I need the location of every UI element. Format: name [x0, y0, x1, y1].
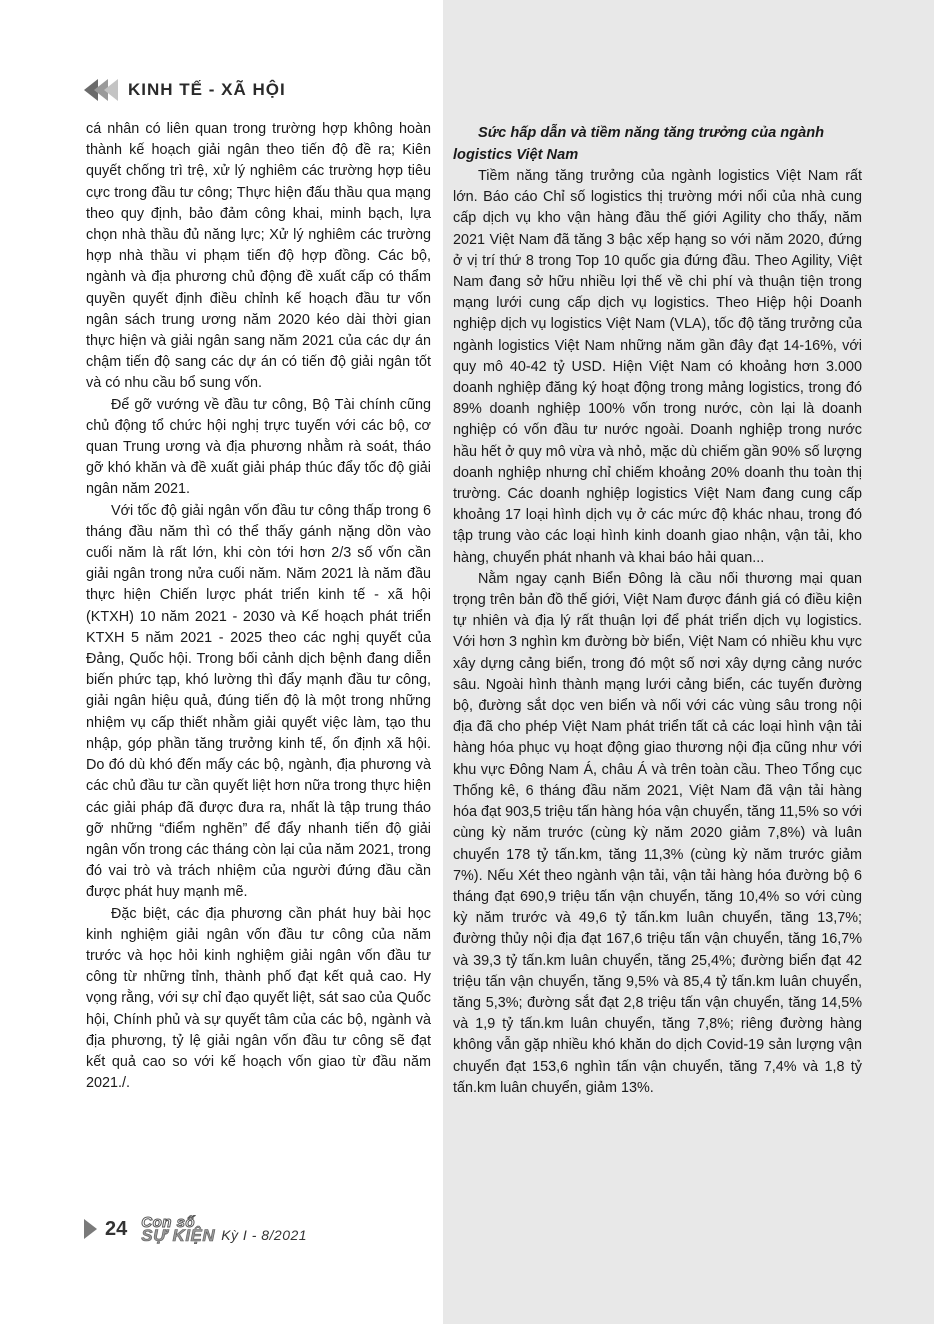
article-subheading: Sức hấp dẫn và tiềm năng tăng trưởng của ngành logistics Việt Nam — [453, 125, 825, 163]
left-column — [86, 119, 431, 1094]
section-title: KINH TẾ - XÃ HỘI — [128, 80, 286, 99]
paragraph: Nằm ngay cạnh Biển Đông là cầu nối thương mại quan trọng trên bản đồ thế giới, Việt Nam được đánh giá có điều kiện tự nhiên và địa lý rất thuận lợi để phát triển dịch vụ logistics. Với hơn 3 nghìn km đường bờ biển, Việt Nam có nhiều khu vực xây dựng cảng biển, trong đó một số nơi xây dựng cảng nước sâu. Ngoài hình thành mạng lưới cảng biển, các tuyến đường bộ, đường sắt dọc ven biển và nối với các vùng sâu trong nội địa đã cho phép Việt Nam phát triển tất cả các loại hình vận tải hàng hóa phục vụ hoạt động giao thương nội địa cũng như với khu vực Đông Nam Á, châu Á và trên toàn cầu. Theo Tổng cục Thống kê, 6 tháng đầu năm 2021, Việt Nam đã vận tải hàng hóa đạt 903,5 triệu tấn hàng hóa vận chuyển, tăng 11,5% so với cùng kỳ năm trước (cùng kỳ năm 2020 giảm 7,8%) và luân chuyển 178 tỷ tấn.km, tăng 11,3% (cùng kỳ năm trước giảm 7%). Nếu Xét theo ngành vận tải, vận tải hàng hóa đường bộ 6 tháng đạt 690,9 triệu tấn vận chuyển, tăng 10,4% so với cùng kỳ năm trước và 49,6 tỷ tấn.km luân chuyển, tăng 13,7%; đường thủy nội địa đạt 167,6 triệu tấn vận chuyển, tăng 16,7% và 39,3 tỷ tấn.km luân chuyển, tăng 25,4%; đường biển đạt 42 triệu tấn vận chuyển, tăng 9,5% và 85,4 tỷ tấn.km luân chuyển, tăng 5,3%; đường sắt đạt 2,8 triệu tấn vận chuyển, tăng 14,5% và 1,9 tỷ tấn.km luân chuyển, tăng 7,8%; riêng đường hàng không vẫn gặp nhiều khó khăn do dịch Covid-19 sản lượng vận chuyển đạt 153,6 nghìn tấn vận chuyển, tăng 7,4% và 1,8 tỷ tấn.km luân chuyển, giảm 13%. — [453, 570, 862, 1096]
magazine-logo-line1: Con số — [141, 1214, 196, 1231]
paragraph: Đặc biệt, các địa phương cần phát huy bài học kinh nghiệm giải ngân vốn đầu tư công của năm trước và học hỏi kinh nghiệm giải ngân vốn đầu tư công từ những tỉnh, thành phố đạt kết quả cao. Hy vọng rằng, với sự chỉ đạo quyết liệt, sát sao của Quốc hội, Chính phủ và sự quyết tâm của các bộ, ngành và địa phương, tỷ lệ giải ngân vốn đầu tư công sẽ đạt kết quả cao so với kế hoạch vốn giao từ đầu năm 2021./. — [86, 905, 431, 1092]
arrow-right-icon — [84, 1219, 97, 1239]
paragraph: Tiềm năng tăng trưởng của ngành logistics Việt Nam rất lớn. Báo cáo Chỉ số logistics thị trường mới nổi của nhà cung cấp dịch vụ kho vận hàng đầu thế giới Agility cho thấy, năm 2021 Việt Nam đã tăng 3 bậc xếp hạng so với năm 2020, đứng ở vị trí thứ 8 trong Top 10 quốc gia đứng đầu. Theo Agility, Việt Nam đang sở hữu nhiều lợi thế về chi phí và thuận tiện trong mạng lưới cung cấp dịch vụ logistics. Theo Hiệp hội Doanh nghiệp dịch vụ logistics Việt Nam (VLA), tốc độ tăng trưởng của ngành logistics Việt Nam những năm gần đây đạt 14-16%, với quy mô 40-42 tỷ USD. Hiện Việt Nam có khoảng hơn 3.000 doanh nghiệp đăng ký hoạt động trong mảng logistics, trong đó 89% doanh nghiệp 100% vốn trong nước, còn lại là doanh nghiệp có vốn đầu tư nước ngoài. Doanh nghiệp trong nước hầu hết ở quy mô vừa và nhỏ, mặc dù chiếm gần 90% số lượng doanh nghiệp nhưng chỉ chiếm khoảng 20% doanh thu toàn thị trường. Các doanh nghiệp logistics Việt Nam đang cung cấp khoảng 17 loại hình dịch vụ ở các mức độ khác nhau, trong đó tập trung vào các loại hình kinh doanh giao nhận, vận tải, kho hàng, chuyển phát nhanh và khai báo hải quan... — [453, 168, 862, 566]
page-footer — [84, 1214, 307, 1244]
page-number: 24 — [105, 1217, 128, 1240]
paragraph: cá nhân có liên quan trong trường hợp không hoàn thành kế hoạch giải ngân theo tiến độ đề ra; Kiên quyết chống trì trệ, xử lý nghiêm các trường hợp tiêu cực trong đầu tư công; Thực hiện đấu thầu qua mạng theo quy định, bảo đảm công khai, minh bạch, lựa chọn nhà thầu đủ năng lực; Xử lý nghiêm các trường hợp nhà thầu vi phạm tiến độ hợp đồng. Các bộ, ngành và địa phương chủ động đề xuất cấp có thẩm quyền quyết định điều chỉnh kế hoạch đầu tư vốn ngân sách trung ương năm 2020 kéo dài thời gian thực hiện và giải ngân sang năm 2021 của các dự án chậm tiến độ sang các dự án có tiến độ giải ngân tốt và có nhu cầu bổ sung vốn. — [86, 121, 431, 392]
paragraph: Với tốc độ giải ngân vốn đầu tư công thấp trong 6 tháng đầu năm thì có thể thấy gánh nặng dồn vào cuối năm là rất lớn, khi còn tới hơn 2/3 số vốn cần giải ngân trong nửa cuối năm. Năm 2021 là năm đầu thực hiện Chiến lược phát triển kinh tế - xã hội (KTXH) 10 năm 2021 - 2030 và Kế hoạch phát triển KTXH 5 năm 2021 - 2025 theo các nghị quyết của Đảng, Quốc hội. Trong bối cảnh dịch bệnh đang diễn biến phức tạp, khó lường thì đẩy mạnh đầu tư công, giải ngân hiệu quả, đúng tiến độ là một trong những nhiệm vụ cấp thiết nhằm giải quyết việc làm, tạo thu nhập, góp phần tăng trưởng kinh tế, ổn định xã hội. Do đó dù khó đến mấy các bộ, ngành, địa phương và các chủ đầu tư cần quyết liệt hơn nữa trong thực hiện các giải pháp đã được đưa ra, nhất là tập trung tháo gỡ những “điểm nghẽn” để đẩy nhanh tiến độ giải ngân vốn trong các tháng còn lại của năm 2021, trong đó vai trò và trách nhiệm của người đứng đầu cần được phát huy mạnh mẽ. — [86, 502, 431, 901]
paragraph: Để gỡ vướng về đầu tư công, Bộ Tài chính cũng chủ động tổ chức hội nghị trực tuyến với các bộ, cơ quan Trung ương và địa phương nhằm rà soát, tháo gỡ khó khăn và đề xuất giải pháp thúc đẩy tốc độ giải ngân năm 2021. — [86, 396, 431, 498]
right-column — [453, 123, 862, 1099]
magazine-logo — [141, 1214, 216, 1245]
chevron-left-icon — [104, 79, 118, 101]
issue-label: Kỳ I - 8/2021 — [221, 1227, 308, 1243]
section-header — [84, 78, 286, 102]
magazine-logo-line2: SỰ KIỆN — [141, 1226, 216, 1245]
